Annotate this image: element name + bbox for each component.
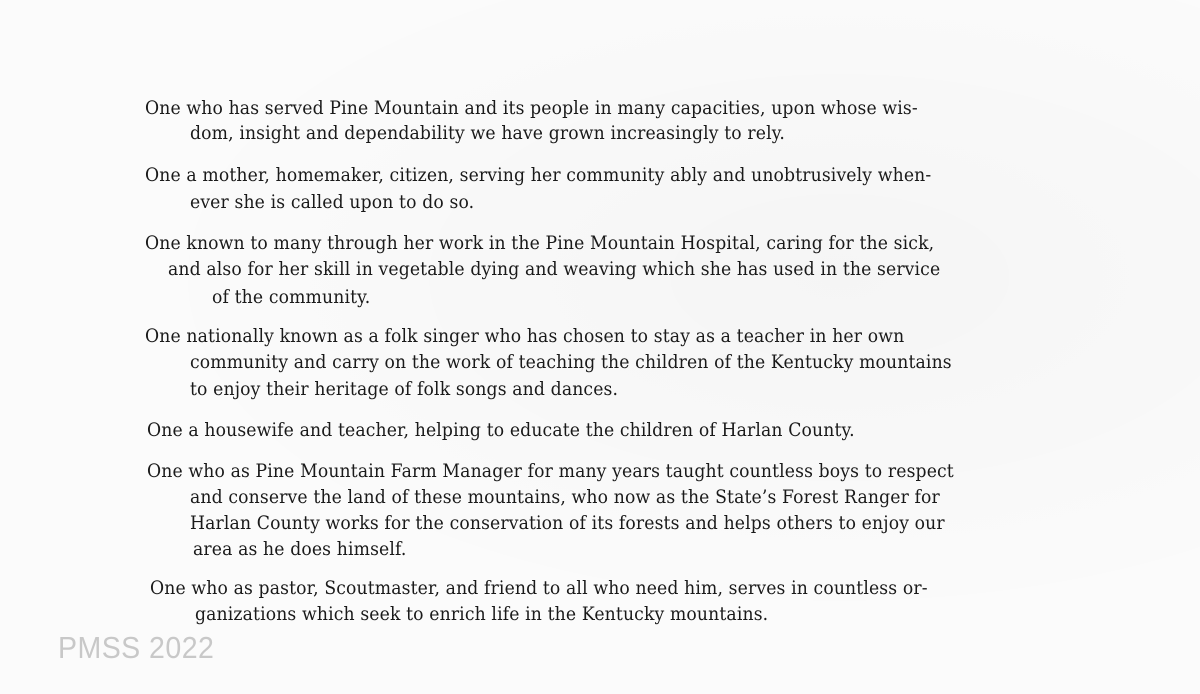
paragraph-4-line-3: to enjoy their heritage of folk songs and dances. <box>190 379 619 400</box>
paragraph-2-line-2: ever she is called upon to do so. <box>190 192 475 213</box>
paragraph-5-line-1: One a housewife and teacher, helping to educate the children of Harlan County. <box>147 420 855 441</box>
paragraph-6-line-2: and conserve the land of these mountains, who now as the State’s Forest Ranger for <box>190 487 940 508</box>
paragraph-4-line-2: community and carry on the work of teaching the children of the Kentucky mountains <box>190 352 952 373</box>
paragraph-3-line-2: and also for her skill in vegetable dying and weaving which she has used in the service <box>168 259 941 280</box>
paragraph-1-line-1: One who has served Pine Mountain and its people in many capacities, upon whose wis- <box>145 98 918 119</box>
paragraph-6-line-3: Harlan County works for the conservation of its forests and helps others to enjoy our <box>190 513 945 534</box>
paragraph-6-line-1: One who as Pine Mountain Farm Manager for many years taught countless boys to respect <box>147 461 954 482</box>
watermark: PMSS 2022 <box>58 630 215 665</box>
paragraph-3-line-1: One known to many through her work in the Pine Mountain Hospital, caring for the sick, <box>145 233 935 254</box>
paragraph-2-line-1: One a mother, homemaker, citizen, serving her community ably and unobtrusively when- <box>145 165 932 186</box>
paragraph-7-line-2: ganizations which seek to enrich life in the Kentucky mountains. <box>195 604 769 625</box>
paragraph-1-line-2: dom, insight and dependability we have grown increasingly to rely. <box>190 123 785 144</box>
paragraph-3-line-3: of the community. <box>212 287 371 308</box>
paragraph-4-line-1: One nationally known as a folk singer who has chosen to stay as a teacher in her own <box>145 326 905 347</box>
paragraph-7-line-1: One who as pastor, Scoutmaster, and friend to all who need him, serves in countless or- <box>150 578 928 599</box>
paragraph-6-line-4: area as he does himself. <box>193 539 407 560</box>
